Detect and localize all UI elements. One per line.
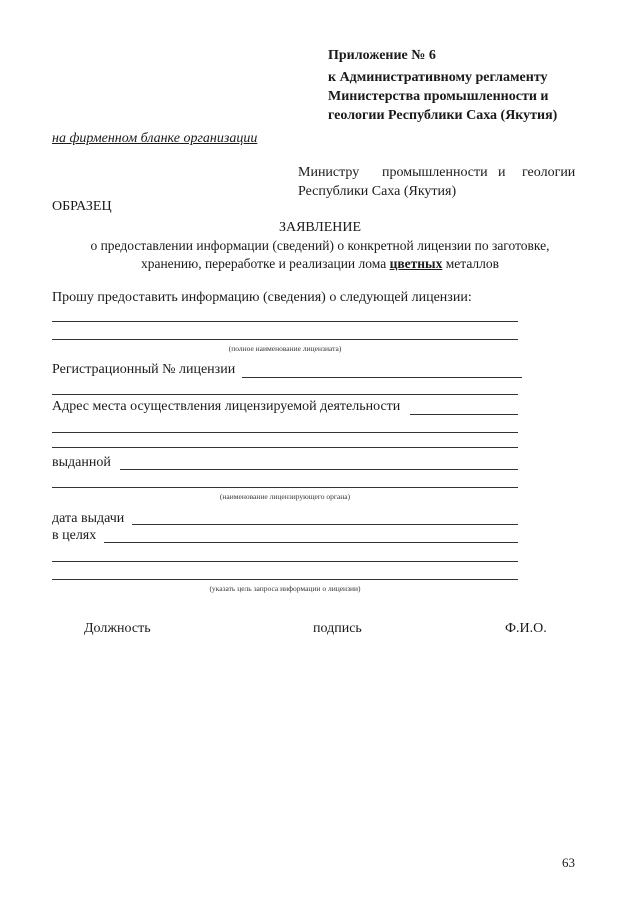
- sample-label: ОБРАЗЕЦ: [52, 199, 112, 214]
- appendix-number: Приложение № 6: [328, 48, 436, 63]
- issue-date-label: дата выдачи: [52, 511, 125, 526]
- addressee-word-3: и: [498, 165, 506, 180]
- purpose-line-3[interactable]: [52, 579, 518, 580]
- caption-purpose: (указать цель запроса информации о лицензии): [209, 584, 361, 593]
- address-line-3[interactable]: [52, 447, 518, 448]
- address-line-2[interactable]: [52, 432, 518, 433]
- subtitle-line-2: [0, 256, 640, 272]
- address-label: Адрес места осуществления лицензируемой деятельности: [52, 399, 401, 414]
- page-number: 63: [562, 855, 575, 870]
- addressee-word-1: Министру: [298, 165, 360, 180]
- subtitle-text-c: металлов: [442, 256, 500, 271]
- signature-label: подпись: [313, 621, 362, 636]
- addressee-word-4: геологии: [522, 165, 576, 180]
- subtitle-line-1: о предоставлении информации (сведений) о конкретной лицензии по заготовке,: [90, 238, 550, 253]
- position-label: Должность: [84, 621, 151, 636]
- purpose-line-2[interactable]: [52, 561, 518, 562]
- purpose-label: в целях: [52, 528, 97, 543]
- issued-line-2[interactable]: [52, 487, 518, 488]
- issue-date-field[interactable]: [132, 524, 518, 525]
- header-line-3: геологии Республики Саха (Якутия): [328, 108, 558, 123]
- letterhead-note: на фирменном бланке организации: [52, 131, 258, 146]
- reg-number-field[interactable]: [242, 377, 522, 378]
- subtitle-text-bold: цветных: [389, 256, 443, 271]
- purpose-field[interactable]: [104, 542, 518, 543]
- subtitle-text-a: хранению, переработке и реализации лома: [140, 256, 390, 271]
- addressee-line-2: Республики Саха (Якутия): [298, 184, 457, 199]
- licensee-line-1[interactable]: [52, 321, 518, 322]
- header-line-1: к Административному регламенту: [328, 70, 548, 85]
- reg-number-line-2[interactable]: [52, 394, 518, 395]
- licensee-line-2[interactable]: [52, 339, 518, 340]
- request-text: Прошу предоставить информацию (сведения) о следующей лицензии:: [52, 290, 472, 305]
- address-field[interactable]: [410, 414, 518, 415]
- reg-number-label: Регистрационный № лицензии: [52, 362, 236, 377]
- document-title: ЗАЯВЛЕНИЕ: [278, 220, 362, 235]
- addressee-word-2: промышленности: [382, 165, 488, 180]
- issued-label: выданной: [52, 455, 111, 470]
- caption-authority: (наименование лицензирующего органа): [219, 492, 351, 501]
- full-name-label: Ф.И.О.: [505, 621, 547, 636]
- header-line-2: Министерства промышленности и: [328, 89, 549, 104]
- caption-licensee: (полное наименование лицензиата): [228, 344, 342, 353]
- issued-field[interactable]: [120, 469, 518, 470]
